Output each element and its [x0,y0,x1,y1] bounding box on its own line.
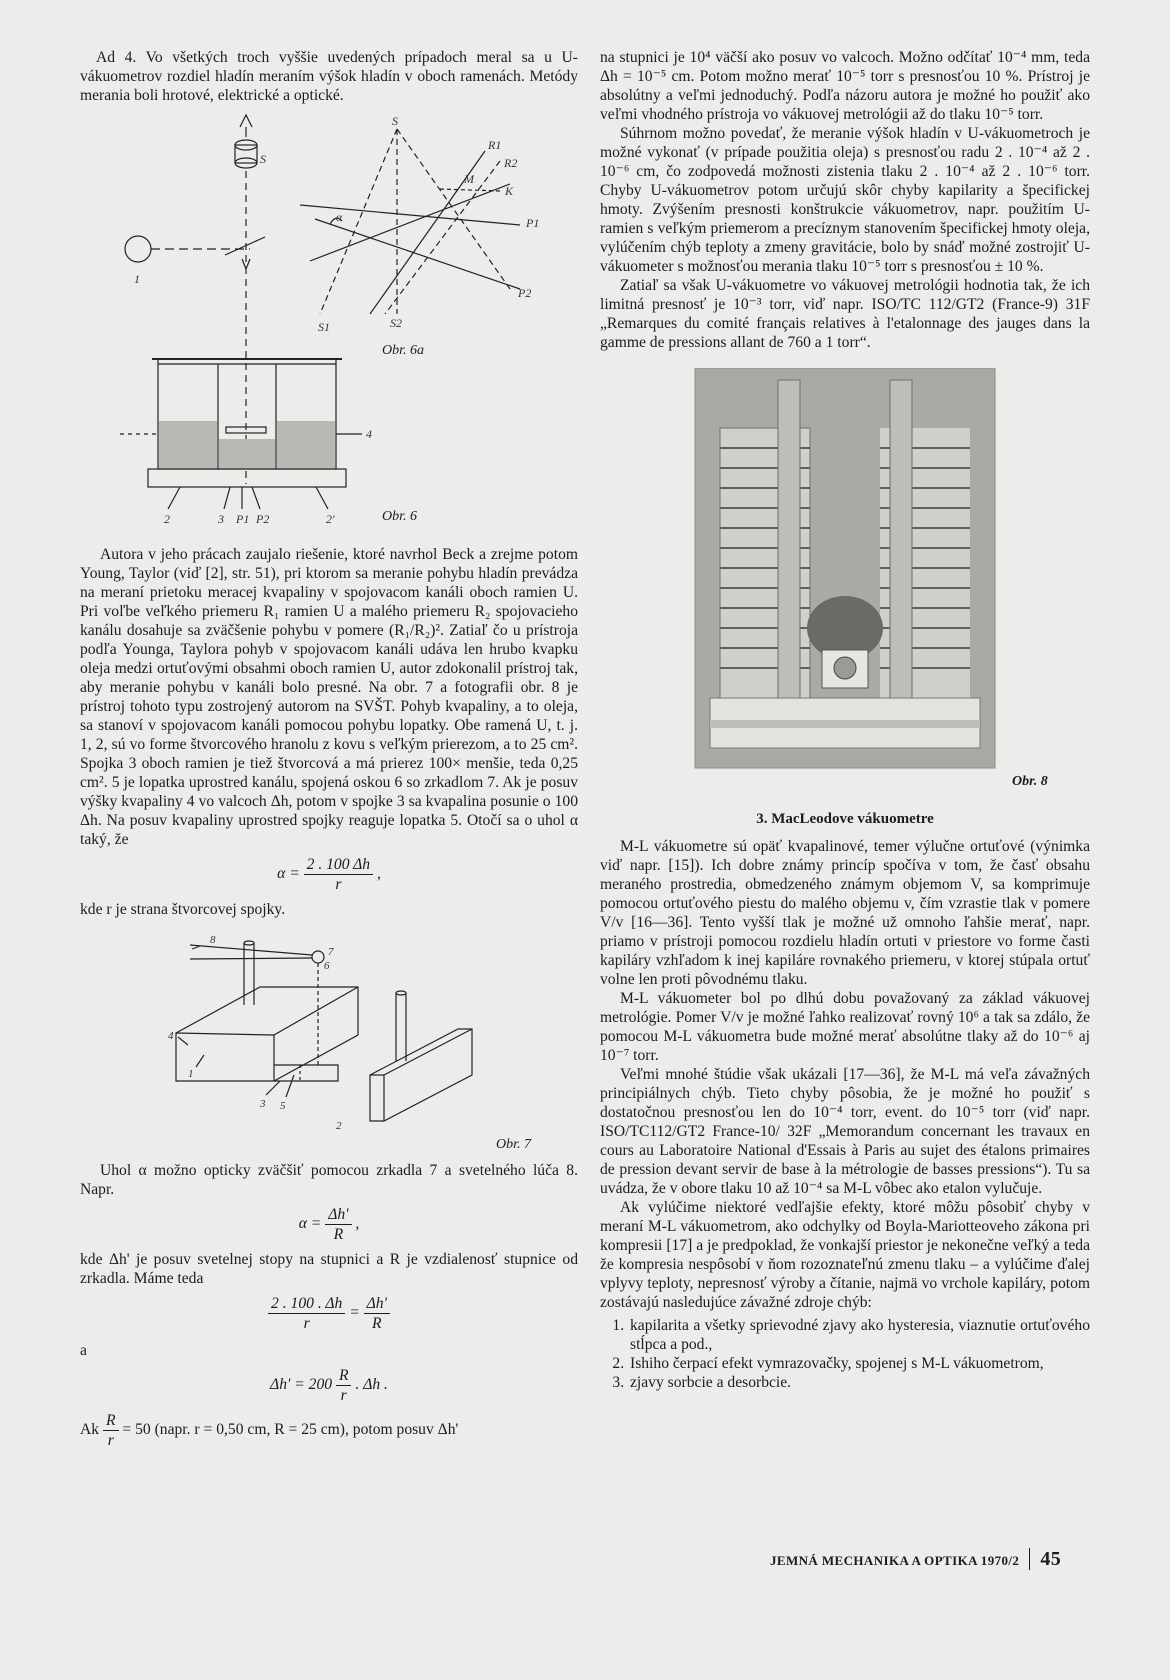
paragraph-ml-4: Ak vylúčime niektoré vedľajšie efekty, ktoré môžu pôsobiť chyby v meraní M-L vákuometrom, ako odchylky od Boyla-Mariotteoveho zákona pri kompresii [17] a je predpoklad, že vonkajší priestor je nekonečne veľký a teda že kompresia nespôsobí v ňom rozoznateľnú zmenu tlaku – a vylúčime ďalej vplyvy teploty, nepresnosť výroby a čítanie, najmä vo vrchole kapiláry, potom zostávajú nasledujúce závažné zdroje chýb: [600,1199,1090,1311]
ak-pre: Ak [80,1421,100,1439]
journal-name: JEMNÁ MECHANIKA A OPTIKA 1970/2 [770,1553,1020,1568]
fig7-label-6: 6 [324,960,330,972]
figure-6-caption: Obr. 6 [382,509,418,524]
fig6-label-4: 4 [366,427,372,441]
fig7-label-2: 2 [336,1120,342,1132]
fig6a-label-k: K [505,184,514,198]
paragraph-uhol: Uhol α možno opticky zväčšiť pomocou zrkadla 7 a svetelného lúča 8. Napr. [80,1162,578,1198]
formula-4-fraction [336,1366,352,1405]
left-column [80,48,578,1450]
fig7-label-5: 5 [280,1100,286,1112]
formula-4-den: r [340,1387,347,1404]
fig6-label-2: 2 [164,512,170,526]
fig6-label-p2: P2 [256,512,270,526]
paragraph-kde-1: kde r je strana štvorcovej spojky. [80,901,286,918]
fig7-label-4: 4 [168,1030,174,1042]
fig6a-label-r1: R1 [488,138,502,152]
paragraph-ml-1: M-L vákuometre sú opäť kvapalinové, temer výlučne ortuťové (výnimka viď napr. [15]). Ich dobre známy princíp spočíva v tom, že časť obsahu meraného prostredia, obmedzeného známym objemom V, sa komprimuje pomocou ortuťového piestu do malého objemu v, čím vzrastie tlak v pomere V/v [16—36]. Tento vyšší tlak je možné už omnoho ľahšie merať, napr. priamo v prístroji pomocou rozdielu hladín ortuti v priestore vo forme časti kapiláry vzhľadom k inej kapiláre rovnakého priemeru, v ktorej stúpala ortuť volne len proti pôvodnému tlaku. [600,838,1090,988]
formula-3 [80,1294,578,1333]
formula-3-eq: = [349,1304,360,1322]
formula-2-fraction [325,1205,351,1244]
fig6a-label-r2: R2 [504,156,518,170]
formula-2-num: Δh' [325,1205,351,1225]
formula-4-tail: . Δh . [355,1376,388,1394]
figure-7-drawing [80,925,578,1155]
formula-1-num: 2 . 100 Δh [304,855,373,875]
formula-1-fraction [304,855,373,894]
fig6-label-3: 3 [218,512,224,526]
fig6-label-2prime: 2' [326,512,335,526]
fig7-label-8: 8 [210,934,216,946]
fig6a-label-s2: S2 [390,316,402,330]
fig6-label-p1: P1 [236,512,250,526]
formula-4-lhs: Δh' = 200 [270,1376,333,1394]
formula-3-fraction-right [364,1294,390,1333]
fig6a-label-m: M [464,172,474,186]
formula-2-lhs: α = [298,1215,322,1233]
formula-4 [80,1366,578,1405]
page-number: 45 [1029,1548,1061,1570]
paragraph-zatial: Zatiaľ sa však U-vákuometre vo vákuovej metrológii hodnotia tak, že ich limitná presnosť je 10⁻³ torr, viď napr. ISO/TC 112/GT2 (France-9) 31F „Remarques du comité français relatives à l'etalonnage des jauges dans la gamme de pressions allant de 760 a 1 torr“. [600,277,1090,351]
ak-den: r [107,1432,114,1449]
formula-2-tail: , [355,1215,360,1233]
paragraph-ml-3: Veľmi mnohé štúdie však ukázali [17—36], že M-L má veľa závažných principiálnych chýb. Tieto chyby pôsobia, že je možné ho použiť s dostatočnou presnosťou len do 10⁻⁴ torr, event. do 10⁻⁵ torr (viď napr. ISO/TC112/GT2 France-10/ 32F „Memorandum concernant les travaux en cours au Laboratoire National d'Essais à Paris au sujet des étalons primaires de pression devant servir de base à la métrologie de basses pressions“). Tu sa uvádza, že v obore tlaku 10 až 10⁻⁴ sa M-L vôbec ako etalon vylučuje. [600,1066,1090,1197]
paragraph-a: a [80,1342,87,1359]
figure-8-caption: Obr. 8 [1012,774,1048,789]
figure-6-and-6a [80,109,578,539]
fig6a-label-s-top: S [392,114,398,128]
figure-6a-caption: Obr. 6a [382,343,425,358]
formula-3-num1: 2 . 100 . Δh [268,1294,345,1314]
formula-2-den: R [333,1226,344,1243]
formula-3-fraction-left [268,1294,345,1333]
formula-1-tail: , [376,865,381,883]
figure-8 [600,368,1090,788]
fig6a-label-p2: P2 [518,286,532,300]
paragraph-beck: Autora v jeho prácach zaujalo riešenie, ktoré navrhol Beck a zrejme potom Young, Taylor (viď [2], str. 51), pri ktorom sa meranie pohybu hladín prevádza na meraní prietoku meracej kvapaliny v spojovacom kanáli oboch ramien U. Pri voľbe veľkého priemeru R₁ ramien U a malého priemeru R₂ spojovacieho kanálu dosahuje sa zväčšenie pohybu v pomere (R₁/R₂)². Zatiaľ čo u prístroja podľa Younga, Taylora pohyb v spojovacom kanáli udáva len hrubo kvapku oleja medzi ortuťovými obsahmi oboch ramien U, autor zdokonalil prístroj tak, aby meranie pohybu v kanáli bolo presné. Na obr. 7 a fotografii obr. 8 je prístroj tohoto typu zostrojený autorom na SVŠT. Pohyb kvapaliny, a to oleja, sa stanoví v spojovacom kanáli pomocou pohybu lopatky. Obe ramená U, t. j. 1, 2, sú vo forme štvorcového hranolu z kovu s veľkým prierezom, a to 25 cm². Spojka 3 oboch ramien je tiež štvorcová a má prierez 100× menšie, teda 0,25 cm². 5 je lopatka uprostred kanálu, spojená oskou 6 so zrkadlom 7. Ak je posuv výšky kvapaliny 4 vo valcoch Δh, potom v spojke 3 sa kvapalina posunie o 100 Δh. Na posuv kvapaliny uprostred spojky reaguje lopatka 5. Otočí sa o uhol α taký, že [80,546,578,848]
fig6a-label-s1: S1 [318,320,330,334]
formula-alpha-2 [80,1205,578,1244]
ak-post: = 50 (napr. r = 0,50 cm, R = 25 cm), potom posuv Δh' [122,1421,459,1439]
list-item: 1. kapilarita a všetky sprievodné zjavy ako hysteresia, viaznutie ortuťového stĺpca a pod., [628,1316,1090,1354]
paragraph-ad4: Ad 4. Vo všetkých troch vyššie uvedených prípadoch meral sa u U-vákuometrov rozdiel hladín meraním výšok hladín v oboch ramenách. Metódy merania boli hrotové, elektrické a optické. [80,49,578,104]
right-column [600,48,1090,1392]
error-sources-list [600,1316,1090,1392]
figure-7 [80,925,578,1155]
paragraph-ak [80,1411,578,1450]
paragraph-kde-2: kde Δh' je posuv svetelnej stopy na stupnici a R je vzdialenosť stupnice od zrkadla. Máme teda [80,1251,578,1287]
fig6a-label-p1: P1 [526,216,540,230]
fig6a-label-1: 1 [134,272,140,286]
figure-8-photo [600,368,1090,788]
formula-3-den2: R [372,1315,382,1332]
formula-3-den1: r [303,1315,310,1332]
list-item: 3. zjavy sorbcie a desorbcie. [628,1373,1090,1392]
formula-3-num2: Δh' [364,1294,390,1314]
fig7-label-7: 7 [328,946,334,958]
fig6a-label-s: S [260,152,266,166]
figure-6-drawing [80,109,578,539]
page-footer [770,1548,1061,1571]
formula-alpha-1 [80,855,578,894]
formula-4-num: R [336,1366,352,1386]
figure-7-caption: Obr. 7 [496,1137,532,1152]
paragraph-continuation: na stupnici je 10⁴ väčší ako posuv vo valcoch. Možno odčítať 10⁻⁴ mm, teda Δh = 10⁻⁵ cm. Potom možno merať 10⁻⁵ torr s presnosťou 10 %. Prístroj je absolútny a veľmi jednoduchý. Podľa názoru autora je možné ho použiť ako veľmi vhodného prístroja vo vákuovej metrológii až do tlaku 10⁻⁵ torr. [600,49,1090,123]
paragraph-ml-2: M-L vákuometer bol po dlhú dobu považovaný za základ vákuovej metrológie. Pomer V/v je možné ľahko realizovať rovný 10⁶ a tak sa zdálo, že pomocou M-L vákuometra bude možné merať absolútne tlaky až do 10⁻⁶ aj 10⁻⁷ torr. [600,990,1090,1064]
fig7-label-1: 1 [188,1068,194,1080]
ak-fraction [103,1411,119,1450]
formula-1-den: r [335,876,342,893]
paragraph-suhrn: Súhrnom možno povedať, že meranie výšok hladín v U-vákuometroch je možné vykonať (v prípade použitia oleja) s presnosťou radu 2 . 10⁻⁴ až 2 . 10⁻⁶ cm, čo zodpovedá možnosti zistenia tlaku 2 . 10⁻⁴ až 2 . 10⁻⁶ torr. Chyby U-vákuometrov potom určujú skôr chyby kapilarity a špecifickej hmoty. Zvýšením presnosti konštrukcie vákuometrov, napr. použitím U-ramien s veľkým priemerom a precíznym stanovením špecifickej hmoty oleja, vylúčením chýb teploty a zmeny gravitácie, bolo by snáď možné zostrojiť U-vákuometer s možnosťou merania tlaku 10⁻⁵ torr s presnosťou ± 10 %. [600,125,1090,275]
list-item: 2. Ishiho čerpací efekt vymrazovačky, spojenej s M-L vákuometrom, [628,1354,1090,1373]
fig6a-label-alpha: α [336,210,343,224]
fig7-label-3: 3 [260,1098,266,1110]
ak-num: R [103,1411,119,1431]
formula-1-lhs: α = [277,865,300,883]
section-heading-macleod: 3. MacLeodove vákuometre [756,811,934,827]
